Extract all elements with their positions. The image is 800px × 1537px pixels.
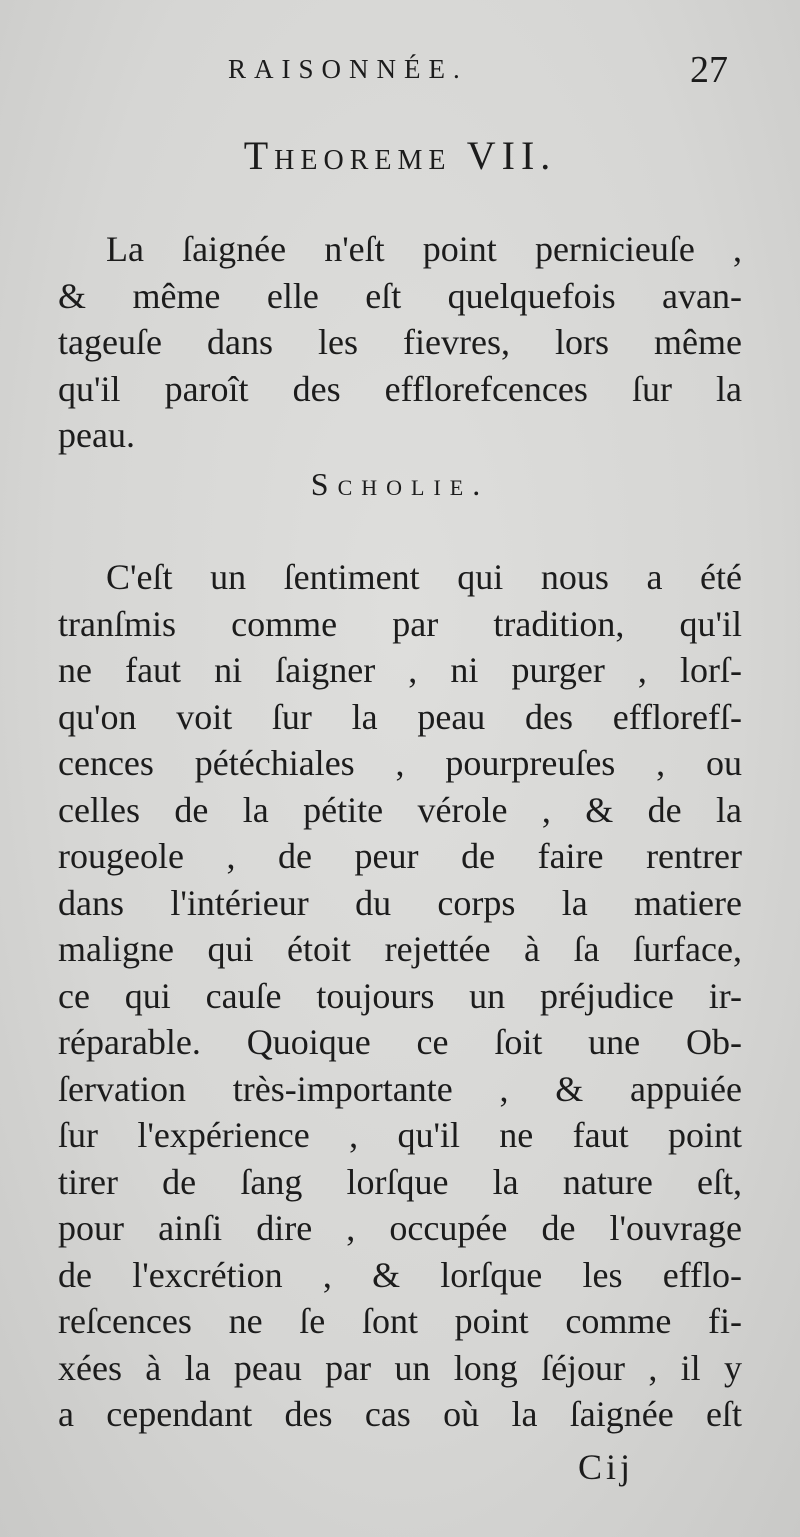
text-line: C'eſt un ſentiment qui nous a été	[106, 557, 742, 597]
text-line: tageuſe dans les fievres, lors même	[58, 322, 742, 362]
text-line: ſur l'expérience , qu'il ne faut point	[58, 1115, 742, 1155]
scholie-heading: Scholie.	[310, 466, 490, 502]
text-line: reſcences ne ſe ſont point comme fi-	[58, 1301, 742, 1341]
text-line: ce qui cauſe toujours un préjudice ir-	[58, 975, 742, 1016]
scholie-body	[58, 554, 742, 1438]
text-line: qu'il paroît des efflorefcences ſur la	[58, 368, 742, 409]
text-line: tranſmis comme par tradition, qu'il	[58, 603, 742, 644]
text-line: maligne qui étoit rejettée à ſa ſurface,	[58, 929, 742, 969]
text-line: qu'on voit ſur la peau des efflorefſ-	[58, 696, 742, 737]
text-line: réparable. Quoique ce ſoit une Ob-	[58, 1022, 742, 1062]
text-line: peau.	[58, 415, 135, 455]
text-line: tirer de ſang lorſque la nature eſt,	[58, 1161, 742, 1202]
text-line: ſervation très-importante , & appuiée	[58, 1068, 742, 1109]
page-header	[0, 48, 800, 98]
theorem-heading: Theoreme VII.	[243, 133, 557, 178]
text-line: xées à la peau par un long ſéjour , il y	[58, 1347, 742, 1388]
text-line: dans l'intérieur du corps la matiere	[58, 882, 742, 923]
running-head: RAISONNÉE.	[228, 54, 468, 84]
text-line: La ſaignée n'eſt point pernicieuſe ,	[106, 229, 742, 269]
text-line: ne faut ni ſaigner , ni purger , lorſ-	[58, 650, 742, 690]
text-line: pour ainſi dire , occupée de l'ouvrage	[58, 1208, 742, 1248]
text-line: a cependant des cas où la ſaignée eſt	[58, 1394, 742, 1434]
text-line: celles de la pétite vérole , & de la	[58, 789, 742, 830]
theorem-statement	[58, 226, 742, 459]
signature-mark: Cij	[578, 1447, 635, 1487]
text-line: de l'excrétion , & lorſque les efflo-	[58, 1254, 742, 1295]
text-line: cences pétéchiales , pourpreuſes , ou	[58, 743, 742, 783]
text-line: rougeole , de peur de faire rentrer	[58, 836, 742, 876]
page-number: 27	[690, 49, 728, 91]
text-line: & même elle eſt quelquefois avan-	[58, 275, 742, 316]
